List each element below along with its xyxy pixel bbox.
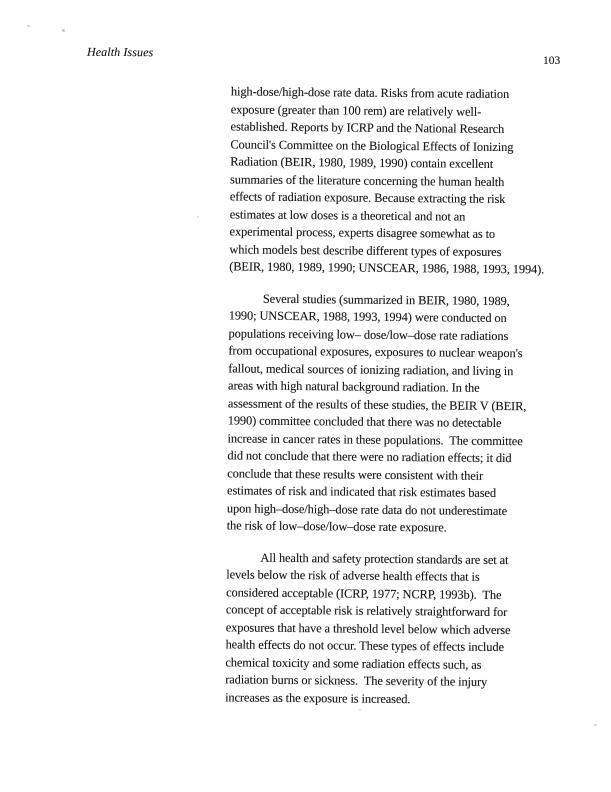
scan-speck — [594, 724, 597, 726]
running-header: Health Issues — [86, 44, 154, 60]
page-number: 103 — [543, 55, 561, 67]
paragraph-health-safety-standards: All health and safety protection standards are set at levels below the risk of adverse health effects that is considered acceptable (ICRP, 1977; NCRP, 1993b). The concept of acceptable risk is relatively straightforward for exposures that have a threshold level below which adverse health effects do not occur. These types of effects include chemical toxicity and some radiation effects such, as radiation burns or sickness. The severity of the injury increases as the exposure is increased. — [225, 550, 511, 706]
scan-speck — [27, 25, 30, 27]
body-text-column — [225, 83, 567, 709]
paragraph-several-studies: Several studies (summarized in BEIR, 1980, 1989, 1990; UNSCEAR, 1988, 1993, 1994) were conducted on populations receiving low– dose/low–dose rate radiations from occupational exposures, exposures to nuclear weapon's fallout, medical sources of ionizing radiation, and living in areas with high natural background radiation. In the assessment of the results of these studies, the BEIR V (BEIR, 1990) committee concluded that there was no detectable increase in cancer rates in these populations. The committee did not conclude that there were no radiation effects; it did conclude that these results were consistent with their estimates of risk and indicated that risk estimates based upon high–dose/high–dose rate data do not underestimate the risk of low–dose/low–dose rate exposure. — [226, 291, 527, 535]
scan-speck — [359, 709, 361, 711]
scan-speck — [197, 216, 199, 218]
scan-speck — [62, 29, 65, 32]
paragraph-continuation: high-dose/high-dose rate data. Risks from acute radiation exposure (greater than 100 rem) are relatively well- established. Reports by ICRP and the National Research Council's Committee on the Biological Effects of Ionizing Radiation (BEIR, 1980, 1989, 1990) contain excellent summaries of the literature concerning the human health effects of radiation exposure. Because extracting the risk estimates at low doses is a theoretical and not an experimental process, experts disagree somewhat as to which models best describe different types of exposures (BEIR, 1980, 1989, 1990; UNSCEAR, 1986, 1988, 1993, 1994). — [229, 84, 545, 277]
